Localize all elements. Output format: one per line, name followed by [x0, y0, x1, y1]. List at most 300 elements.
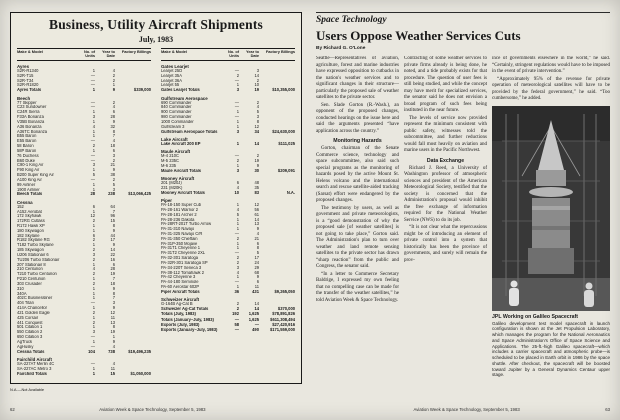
table-row	[161, 169, 295, 174]
table-cell-value: —	[90, 157, 95, 163]
table-cell-value: 6	[92, 203, 95, 209]
table-cell-value: 2	[236, 259, 239, 265]
table-cell-value: —	[90, 77, 95, 83]
table-body-left	[17, 64, 151, 376]
table-cell-value: 28	[110, 266, 115, 272]
table-row	[17, 192, 151, 197]
table-cell-value: 35	[254, 184, 259, 190]
table-cell-model: S2R-R1820	[17, 83, 39, 88]
table-cell-model: S2R-T15	[17, 73, 34, 78]
table-cell-value: 2	[112, 99, 115, 105]
table-cell-model: P210 Centurion	[17, 277, 46, 282]
table-cell-value: 7	[112, 133, 115, 139]
table-cell-value: 4	[112, 104, 115, 110]
section-heading: Space Technology	[316, 15, 387, 25]
table-cell-value: 2	[112, 72, 115, 78]
table-cell-value: 1	[236, 109, 239, 115]
table-cell-value: 21	[254, 235, 259, 241]
table-cell-value: 2	[236, 255, 239, 261]
table-cell-model: 180 Skywagon	[17, 228, 44, 233]
table-cell-value: 8	[112, 222, 115, 228]
table-cell-value: 1	[92, 285, 95, 291]
table-cell-value: $24,630,000	[272, 128, 295, 134]
table-cell-value: 19	[110, 271, 115, 277]
article-body	[316, 56, 610, 402]
table-cell-model: PA-31T1 Cheyenne 1	[161, 246, 201, 251]
header-billings: Factory Billings	[121, 49, 151, 54]
table-cell-model: 690 Commander	[161, 100, 192, 105]
table-cell-model: 404 Titan	[17, 301, 34, 306]
table-cell-value: —	[90, 176, 95, 182]
galileo-photo-image	[492, 106, 610, 311]
section-rule	[316, 12, 610, 13]
table-cell-value: 17	[254, 255, 259, 261]
section-name: Schweizer Aircraft	[161, 297, 200, 303]
table-cell-model: 840 Commander	[161, 105, 192, 110]
table-cell-value: 2	[92, 143, 95, 149]
table-cell-model: B60 Duke	[17, 158, 35, 163]
table-cell-value: —	[234, 77, 239, 83]
table-cell-value: $9,265,050	[274, 288, 295, 294]
table-cell-value: 9	[112, 285, 115, 291]
table-cell-model: E55 Baron	[17, 139, 37, 144]
table-cell-model: PA-44-180 Seminole	[161, 280, 199, 285]
table-cell-value: 56	[254, 206, 259, 212]
table-cell-value: 2	[112, 157, 115, 163]
paragraph: Sen. Slade Gorton (R.-Wash.), an opponent of the proposed changes, conducted hearings on the issue here and said the arguments presented “have application across the country.”	[316, 102, 399, 134]
table-cell-value: 28	[110, 114, 115, 120]
table-cell-value: 1	[92, 365, 95, 371]
table-cell-value: 19	[110, 329, 115, 335]
table-cell-value: 1	[92, 222, 95, 228]
table-cell-value: 3	[92, 114, 95, 120]
section-name: Ayres	[17, 63, 30, 69]
table-cell-value: —	[234, 153, 239, 159]
table-cell-model: PA-28-161 Warrior 2	[161, 207, 199, 212]
table-cell-value: 4	[256, 231, 259, 236]
table-cell-value: $209,091	[277, 167, 295, 173]
table-cell-value: 1,625	[248, 311, 259, 317]
table-cell-value: 12	[254, 202, 259, 208]
table-cell-value: —	[254, 322, 259, 328]
table-cell-value: 9	[112, 242, 115, 248]
table-cell-model: C23 Sundowner	[17, 105, 47, 110]
table-cell-value: 21	[110, 162, 115, 168]
table-cell-value: 3	[236, 167, 239, 173]
table-cell-model: 152	[17, 204, 24, 209]
table-cell-model: 77 Skipper	[17, 100, 37, 105]
table-cell-model: R182 Skylane RG	[17, 238, 50, 243]
table-cell-value: $13,066,425	[128, 191, 151, 197]
subheading: Data Exchange	[426, 157, 465, 164]
table-cell-value: 5	[112, 181, 115, 187]
table-cell-model: PA-31-325 Navajo C/R	[161, 232, 203, 236]
table-cell-model: Lake Aircraft 200 EP	[161, 141, 201, 146]
table-cell-model: A36TC Bonanza	[17, 129, 48, 134]
table-cell-value: 1	[92, 109, 95, 115]
table-cell-model: Learjet 25D	[161, 68, 183, 73]
table-cell-value: 1	[92, 208, 95, 214]
table-cell-value: 3	[112, 152, 115, 158]
table-cell-model: Gulfstream Aerospace Totals	[161, 129, 218, 134]
table-cell-value: 738	[108, 348, 115, 354]
table-row	[17, 88, 151, 93]
table-cell-value: 1	[236, 284, 239, 290]
table-footnote: N.A.—Not Available	[10, 387, 45, 392]
table-cell-value: 13	[110, 319, 115, 325]
table-cell-model: C24R Sierra	[17, 110, 40, 115]
table-cell-value: —	[234, 104, 239, 110]
table-cell-value: 16	[110, 256, 115, 262]
table-cell-value: 1	[92, 242, 95, 248]
table-cell-value: 2	[92, 218, 95, 224]
table-cell-value: 2	[92, 256, 95, 262]
table-cell-value: —	[234, 250, 239, 256]
table-cell-value: 1	[92, 167, 95, 173]
table-cell-value: 1	[92, 261, 95, 267]
table-cell-value: 1	[92, 338, 95, 344]
table-cell-value: 431	[252, 288, 259, 294]
table-cell-value: 1	[92, 324, 95, 330]
table-cell-model: 99 Airliner	[17, 182, 36, 187]
table-cell-value: N.A.	[286, 189, 295, 195]
table-cell-value: 1	[236, 202, 239, 208]
section-name: Cessna	[17, 199, 33, 205]
table-cell-value: 3	[256, 67, 259, 73]
header-units: No. of Units	[83, 49, 95, 59]
table-cell-value: 1	[92, 118, 95, 124]
table-cell-value: 7	[112, 295, 115, 301]
table-cell-value: 12	[110, 309, 115, 315]
table-cell-value: 6	[112, 147, 115, 153]
table-cell-value: $611,308,494	[270, 316, 295, 322]
table-cell-model: 182 Skylane	[17, 233, 40, 238]
header-make-model: Make & Model	[17, 49, 43, 54]
table-subtitle: July, 1983	[138, 35, 174, 44]
table-cell-value: 68	[254, 269, 259, 275]
table-cell-value: 9	[112, 87, 115, 93]
right-page-footer	[316, 407, 610, 412]
table-cell-value: 1	[92, 181, 95, 187]
table-cell-value: —	[90, 343, 95, 349]
table-cell-model: PA-28RT-201T Turbo Arrow	[161, 222, 212, 227]
table-cell-value: 4	[112, 67, 115, 73]
table-cell-value: 1	[92, 314, 95, 320]
table-cell-model: Mooney Aircraft Totals	[161, 190, 205, 195]
table-cell-model: M-6 235	[161, 163, 177, 168]
section-name: Beech	[17, 95, 31, 101]
table-cell-model: T182 Turbo Skylane	[17, 243, 54, 248]
table-cell-value: 6	[256, 279, 259, 285]
table-cell-value: 5	[256, 109, 259, 115]
table-row	[161, 290, 295, 295]
table-cell-value: —	[90, 138, 95, 144]
table-cell-model: A36 Bonanza	[17, 124, 42, 129]
left-page	[10, 12, 302, 412]
table-cell-value: 22	[110, 251, 115, 257]
footer-text: Aviation Week & Space Technology, September 5, 1983	[413, 407, 520, 412]
table-cell-value: 2	[92, 309, 95, 315]
table-cell-model: Piper Aircraft Totals	[161, 289, 200, 294]
table-cell-value: 3	[236, 87, 239, 93]
table-cell-value: 6	[256, 240, 259, 246]
table-cell-value: 3	[112, 300, 115, 306]
table-cell-value: 4	[112, 138, 115, 144]
table-cell-value: 8	[112, 324, 115, 330]
table-cell-model: Gates Learjet Totals	[161, 88, 200, 93]
table-cell-model: PA-38-112 Tomahawk 2	[161, 270, 205, 275]
table-cell-model: 1000 Commander	[161, 119, 194, 124]
table-cell-model: AgTruck	[17, 339, 33, 344]
table-cell-value: $78,891,826	[272, 311, 295, 317]
table-cell-model: PA-31-350 Chieftain	[161, 236, 198, 241]
table-cell-model: 1900 Airliner	[17, 187, 40, 192]
table-cell-value: 4	[112, 360, 115, 366]
table-cell-value: 1	[92, 290, 95, 296]
table-cell-value: —	[234, 327, 239, 333]
table-cell-model: 185 Skywagon	[17, 248, 44, 253]
table-cell-value: 19	[254, 87, 259, 93]
table-cell-value: —	[90, 152, 95, 158]
table-cell-value: 2	[92, 280, 95, 286]
table-cell-value: 9	[112, 167, 115, 173]
table-cell-model: SA-227AC Metro 3	[17, 366, 52, 371]
table-cell-value: 1	[92, 276, 95, 282]
table-cell-value: $10,355,000	[272, 87, 295, 93]
table-columns	[17, 48, 295, 377]
table-cell-value: 15	[110, 218, 115, 224]
table-cell-value: 490	[252, 327, 259, 333]
table-cell-value: 61	[254, 211, 259, 217]
page-number: 62	[10, 407, 15, 412]
table-cell-model: PA-34-220T Seneca 3	[161, 265, 202, 270]
table-cell-value: 6	[112, 109, 115, 115]
table-cell-value: 14	[254, 72, 259, 78]
table-cell-value: 1	[236, 221, 239, 227]
article-headline: Users Oppose Weather Services Cuts	[316, 28, 521, 43]
table-cell-value: 3	[236, 128, 239, 134]
footer-text: Aviation Week & Space Technology, September 5, 1983	[99, 407, 206, 412]
table-cell-model: M-5 235C	[161, 159, 179, 164]
table-cell-model: 231 (M20K)	[161, 185, 183, 190]
table-row	[161, 328, 295, 333]
table-cell-value: 11	[110, 365, 115, 371]
table-row	[17, 372, 151, 377]
column-headers-left	[17, 48, 151, 61]
table-cell-value: —	[234, 114, 239, 120]
table-cell-value: 36	[234, 288, 239, 294]
paragraph: “In a letter to Commerce Secretary Baldrige, I expressed my own feeling that no compelling case can be made for the transfer of the weather satellites,” he told Aviation Week & Space Technology.	[316, 271, 399, 303]
table-cell-value: 1	[236, 82, 239, 88]
paragraph: “It is not clear what the repercussions might be of introducing an element of private control into a system that historically has been the province of governments, and surely will remain the prov-	[404, 225, 487, 263]
section-name: Piper	[161, 198, 172, 204]
table-cell-value: 6	[92, 232, 95, 238]
table-cell-value: 48	[254, 180, 259, 186]
table-cell-value: 1	[236, 274, 239, 280]
table-cell-value: 3	[92, 251, 95, 257]
table-cell-value: 2	[92, 271, 95, 277]
table-cell-model: A100 King Air	[17, 177, 42, 182]
table-cell-model: Schweizer Ag-Cat Totals	[161, 307, 209, 312]
table-cell-value: 1	[92, 128, 95, 134]
right-page	[316, 12, 610, 412]
table-cell-value: $370,000	[277, 306, 295, 312]
table-left-half	[17, 48, 151, 377]
table-cell-model: Totals (July, 1983)	[161, 312, 196, 317]
table-cell-model: PA-32-301 Saratoga	[161, 256, 199, 261]
table-cell-model: PA-60 Aerostar 602P	[161, 285, 200, 290]
table-cell-value: —	[234, 279, 239, 285]
table-cell-value: 1	[236, 226, 239, 232]
table-cell-value: 2	[236, 301, 239, 307]
table-cell-value: $27,420,916	[272, 322, 295, 328]
table-cell-model: 501 Citation 1	[17, 325, 43, 330]
table-cell-model: 58P Baron	[17, 148, 37, 153]
table-cell-value: 1	[92, 133, 95, 139]
table-cell-value: 3	[92, 329, 95, 335]
table-cell-model: PA-18-150 Super Cub	[161, 203, 201, 208]
table-cell-value: 1	[236, 140, 239, 146]
table-cell-model: C90-1 King Air	[17, 163, 44, 168]
table-cell-model: Beech Totals	[17, 192, 43, 197]
table-row	[161, 130, 295, 135]
paragraph: ince of governments elsewhere in the world,” he said. “Certainly, stringent regulations would have to be imposed in the event of private intervention.”	[492, 56, 610, 74]
table-cell-value: 3	[256, 114, 259, 120]
table-cell-value: —	[90, 334, 95, 340]
table-cell-value: 11	[110, 314, 115, 320]
table-cell-value: 5	[256, 250, 259, 256]
table-cell-value: —	[90, 99, 95, 105]
table-cell-value: 2	[92, 247, 95, 253]
table-cell-value: 14	[254, 301, 259, 307]
article-column-3	[492, 56, 610, 402]
paragraph: Seattle—Representatives of aviation, agriculture, forest and marine industries have expressed opposition to cutbacks in the nation's weather services and to significant changes in their structure—particularly the proposed sale of weather satellites to the private sector.	[316, 56, 399, 100]
table-cell-value: 192	[232, 311, 239, 317]
header-ytd: Year to Date	[102, 49, 115, 59]
table-cell-value: 3	[236, 264, 239, 270]
paragraph: Gorton, chairman of the Senate Commerce science, technology and space subcommittee, also said such special programs as the monitoring of hazards posed by the active Mount St. Helens volcano and the international search and rescue satellite-aided tracking (Sarsat) effort were endangered by the proposed changes.	[316, 146, 399, 203]
table-cell-model: M-4 210C	[161, 154, 179, 159]
table-cell-value: 15	[110, 370, 115, 376]
table-cell-value: 4	[92, 266, 95, 272]
galileo-photo	[492, 106, 610, 311]
table-cell-value: —	[90, 360, 95, 366]
table-cell-model: 210 Centurion	[17, 267, 43, 272]
table-cell-value: 2	[236, 306, 239, 312]
table-cell-value: 7	[112, 276, 115, 282]
table-cell-value: 24	[254, 259, 259, 265]
table-cell-value: 12	[254, 123, 259, 129]
table-cell-value: 238	[108, 191, 115, 197]
table-cell-value: 1	[236, 162, 239, 168]
table-cell-value: —	[90, 104, 95, 110]
paragraph: Richard J. Reed, a University of Washington professor of atmospheric sciences and president of the American Meteorological Society, testified that the society is concerned that the Administration's proposal would inhibit the free exchange of information required for the National Weather Service (NWS) to do its job.	[404, 165, 487, 223]
table-cell-model: 980 Commander	[161, 115, 192, 120]
table-right-half	[161, 48, 295, 377]
table-cell-model: Learjet 35A	[161, 73, 182, 78]
table-cell-value: $19,496,235	[128, 348, 151, 354]
table-cell-value: 1	[92, 295, 95, 301]
table-cell-model: 172RG Cutlass	[17, 219, 45, 224]
table-cell-value: 96	[110, 213, 115, 219]
table-cell-value: 18	[110, 280, 115, 286]
table-cell-model: 402C Businessliner	[17, 296, 53, 301]
section-name: Gulfstream Aerospace	[161, 95, 208, 101]
table-cell-value: 44	[110, 232, 115, 238]
table-cell-value: 18	[110, 143, 115, 149]
table-cell-value: 2	[256, 99, 259, 105]
table-cell-model: B55 Baron	[17, 134, 37, 139]
table-cell-model: 201 (M20J)	[161, 181, 182, 186]
table-cell-model: 650 Citation 3	[17, 335, 43, 340]
header-billings: Factory Billings	[265, 49, 295, 54]
page-number: 63	[605, 407, 610, 412]
paragraph: The levels of service now provided represent the minimum consistent with public safety, witnesses told the subcommittee, and further reductions would fall most heavily on aviation and marine users in the Pacific Northwest.	[404, 115, 487, 153]
table-cell-model: T210 Turbo Centurion	[17, 272, 57, 277]
table-cell-model: 76 Duchess	[17, 153, 39, 158]
table-cell-value: 17	[110, 237, 115, 243]
table-cell-model: Ayres Totals	[17, 88, 42, 93]
table-cell-value: $111,025	[278, 140, 295, 146]
table-cell-value: 9	[256, 226, 259, 232]
table-cell-value: 5	[92, 172, 95, 178]
table-cell-model: Exports (July, 1983)	[161, 323, 200, 328]
table-cell-model: 58 Baron	[17, 144, 34, 149]
left-page-footer	[10, 407, 302, 412]
table-cell-value: —	[234, 99, 239, 105]
table-cell-model: 550 Citation 2	[17, 330, 43, 335]
table-cell-value: 34	[254, 128, 259, 134]
photo-caption-text: Galileo development test model spacecraft in launch configuration is shown at the Jet Propulsion Laboratory, which manages the program for the National Aeronautics and Space Administration's Office of Space Science and Applications. The 25-ft.-high Galileo spacecraft—which includes a carrier spacecraft and atmospheric probe—is scheduled to be placed in Earth orbit in 1986 by the space shuttle. After checkout, the spacecraft will be boosted toward Jupiter by a General Dynamics Centaur upper stage.	[492, 320, 610, 378]
table-cell-value: 10	[234, 189, 239, 195]
table-cell-value: 1	[236, 216, 239, 222]
table-cell-model: AgHusky	[17, 344, 34, 349]
paragraph: “Approximately 95% of the revenue for private operation of meteorological satellites will have to be provided by the federal government,” he said. “Too cumbersome,” he added.	[492, 76, 610, 101]
table-cell-value: 32	[110, 123, 115, 129]
header-units: No. of Units	[227, 49, 239, 59]
table-cell-value: 9	[112, 338, 115, 344]
table-cell-model: V35B Bonanza	[17, 119, 45, 124]
table-row	[161, 88, 295, 93]
article-column-1	[316, 56, 399, 402]
table-cell-value: 38	[110, 172, 115, 178]
table-cell-value: 1	[92, 147, 95, 153]
table-cell-model: R172 Hawk XP	[17, 223, 45, 228]
table-cell-value: 14	[254, 306, 259, 312]
section-name: Fairchild Aircraft	[17, 356, 52, 362]
table-cell-model: Exports (January–July, 1983)	[161, 328, 218, 333]
table-cell-value: 58	[234, 322, 239, 328]
table-cell-value: 9	[112, 118, 115, 124]
table-cell-value: 8	[112, 290, 115, 296]
table-cell-value: 7	[112, 208, 115, 214]
table-cell-value: 4	[236, 206, 239, 212]
table-cell-model: F90 King Air	[17, 168, 40, 173]
table-cell-model: 421 Golden Eagle	[17, 310, 50, 315]
table-cell-value: 10	[254, 82, 259, 88]
section-name: Lake Aircraft	[161, 136, 188, 142]
table-row	[161, 142, 295, 147]
photo-caption-title: JPL Working on Galileo Spacecraft	[492, 313, 579, 320]
table-cell-model: TU206 Turbo Stationair	[17, 257, 60, 262]
table-cell-value: 12	[90, 213, 95, 219]
table-title: Business, Utility Aircraft Shipments	[49, 17, 263, 32]
table-cell-model: PA-42 Cheyenne 3	[161, 275, 196, 280]
paragraph: The testimony by users, as well as government and private meteorologists, is a “good demonstration of why the proposed sale [of weather satellites] is not going to take place,” Gorton said. The Administration's plan to turn over weather and land remote sensing satellites to the private sector has drawn “sharp reaction” from the public and Congress, the senator said.	[316, 205, 399, 269]
table-cell-value: 14	[254, 216, 259, 222]
table-cell-value: —	[90, 300, 95, 306]
table-cell-model: Totals (January–July, 1983)	[161, 317, 214, 322]
